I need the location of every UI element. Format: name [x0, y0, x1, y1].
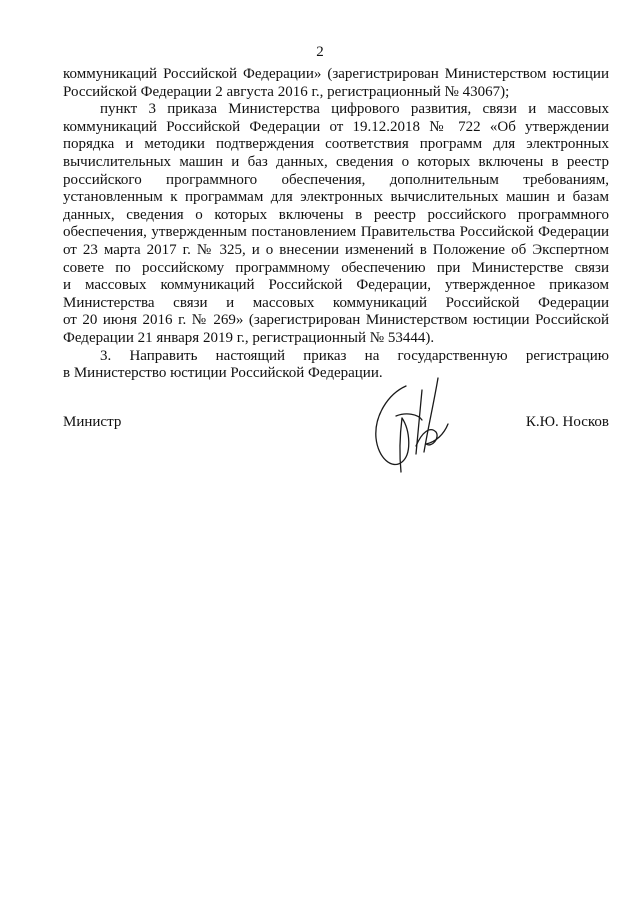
text-line: от 20 июня 2016 г. № 269» (зарегистрирован Министерством юстиции Российской — [63, 312, 609, 329]
signer-name: К.Ю. Носков — [525, 414, 609, 430]
text-line: порядка и методики подтверждения соответствия программ для электронных — [63, 136, 609, 153]
text-line: коммуникаций Российской Федерации» (зарегистрирован Министерством юстиции — [63, 66, 609, 82]
text-line: и массовых коммуникаций Российской Федерации, утвержденное приказом — [63, 277, 609, 294]
text-line: от 23 марта 2017 г. № 325, и о внесении изменений в Положение об Экспертном — [63, 241, 609, 258]
text-line: совете по российскому программному обеспечению при Министерстве связи — [63, 259, 609, 276]
paragraph-start-line: 3. Направить настоящий приказ на государственную регистрацию — [100, 347, 609, 364]
text-line: российского программного обеспечения, дополнительным требованиям, — [63, 171, 609, 188]
text-line: в Министерство юстиции Российской Федерации. — [63, 365, 383, 382]
signature-block — [63, 414, 609, 434]
page-number: 2 — [316, 44, 324, 60]
text-line: Федерации 21 января 2019 г., регистрационный № 53444). — [63, 329, 435, 346]
text-line: Российской Федерации 2 августа 2016 г., регистрационный № 43067); — [63, 83, 510, 100]
document-body — [63, 66, 609, 383]
text-line: обеспечения, утвержденным постановлением Правительства Российской Федерации — [63, 224, 609, 241]
text-line: коммуникаций Российской Федерации от 19.12.2018 № 722 «Об утверждении — [63, 118, 609, 135]
text-line: вычислительных машин и баз данных, сведения о которых включены в реестр — [63, 153, 609, 170]
signer-title: Министр — [63, 414, 122, 430]
text-line: данных, сведения о которых включены в реестр российского программного — [63, 206, 609, 223]
text-line: установленным к программам для электронных вычислительных машин и базам — [63, 189, 609, 206]
paragraph-start-line: пункт 3 приказа Министерства цифрового развития, связи и массовых — [100, 101, 609, 118]
text-line: Министерства связи и массовых коммуникаций Российской Федерации — [63, 294, 609, 311]
